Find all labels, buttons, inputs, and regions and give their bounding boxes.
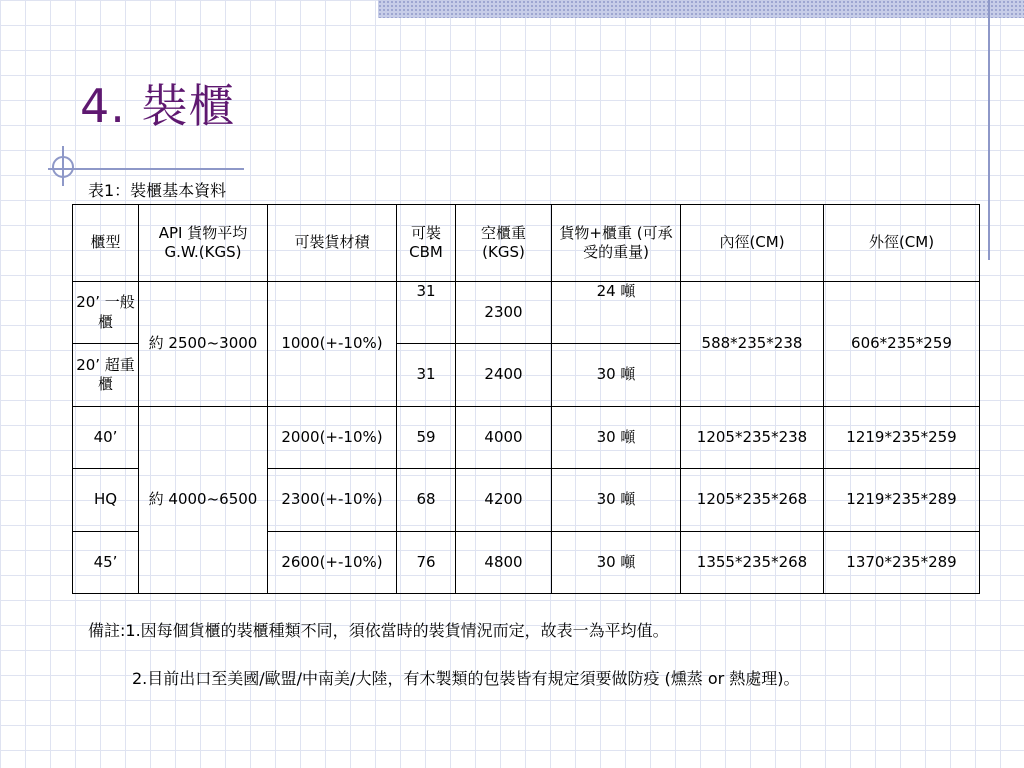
cell-load: 30 噸: [552, 344, 681, 407]
note-2: 2.目前出口至美國/歐盟/中南美/大陸，有木製類的包裝皆有規定須要做防疫 (燻蒸 or 熱處理)。: [132, 669, 800, 688]
cell-type: 40’: [73, 407, 139, 469]
cell-empty-weight: 4800: [456, 532, 552, 594]
cell-inner: 1205*235*238: [681, 407, 824, 469]
cell-load: 30 噸: [552, 469, 681, 532]
cell-empty-weight: 2300: [456, 282, 552, 344]
cell-empty-weight: 4200: [456, 469, 552, 532]
cell-cbm: 76: [397, 532, 456, 594]
table-caption: 表1：裝櫃基本資料: [88, 181, 227, 200]
cell-load: 24 噸: [552, 282, 681, 344]
cell-empty-weight: 2400: [456, 344, 552, 407]
top-decorative-bar: [378, 0, 1024, 18]
header-volume: 可裝貨材積: [268, 205, 397, 282]
cell-outer: 1219*235*259: [824, 407, 980, 469]
cell-cbm: 68: [397, 469, 456, 532]
cell-type: 45’: [73, 532, 139, 594]
header-inner: 內徑(CM): [681, 205, 824, 282]
header-outer: 外徑(CM): [824, 205, 980, 282]
cell-load: 30 噸: [552, 407, 681, 469]
cell-outer: 1370*235*289: [824, 532, 980, 594]
note-1: 備註:1.因每個貨櫃的裝櫃種類不同，須依當時的裝貨情況而定，故表一為平均值。: [88, 621, 669, 640]
cell-inner-merged: 588*235*238: [681, 282, 824, 407]
header-empty-weight: 空櫃重 (KGS): [456, 205, 552, 282]
table-header-row: [73, 205, 980, 282]
header-load: 貨物+櫃重 (可承受的重量): [552, 205, 681, 282]
cell-load: 30 噸: [552, 532, 681, 594]
cell-type: 20’ 一般櫃: [73, 282, 139, 344]
cell-cbm: 59: [397, 407, 456, 469]
cell-volume: 2000(+-10%): [268, 407, 397, 469]
slide-title: 4. 裝櫃: [80, 79, 236, 133]
header-cbm: 可裝 CBM: [397, 205, 456, 282]
cell-inner: 1205*235*268: [681, 469, 824, 532]
header-weight: API 貨物平均 G.W.(KGS): [139, 205, 268, 282]
title-underline: [48, 168, 244, 170]
cell-inner: 1355*235*268: [681, 532, 824, 594]
cell-volume: 2300(+-10%): [268, 469, 397, 532]
cell-weight-merged: 約 2500~3000: [139, 282, 268, 407]
cell-type: HQ: [73, 469, 139, 532]
cell-outer: 1219*235*289: [824, 469, 980, 532]
cell-empty-weight: 4000: [456, 407, 552, 469]
cell-weight-merged: 約 4000~6500: [139, 407, 268, 594]
table-row: [73, 282, 980, 344]
cell-outer-merged: 606*235*259: [824, 282, 980, 407]
cell-cbm: 31: [397, 282, 456, 344]
table-row: [73, 407, 980, 469]
cell-cbm: 31: [397, 344, 456, 407]
circle-ornament-stem: [62, 146, 64, 186]
cell-volume-merged: 1000(+-10%): [268, 282, 397, 407]
header-type: 櫃型: [73, 205, 139, 282]
container-spec-table: [72, 204, 980, 594]
right-decorative-line: [988, 0, 990, 260]
cell-type: 20’ 超重櫃: [73, 344, 139, 407]
cell-volume: 2600(+-10%): [268, 532, 397, 594]
